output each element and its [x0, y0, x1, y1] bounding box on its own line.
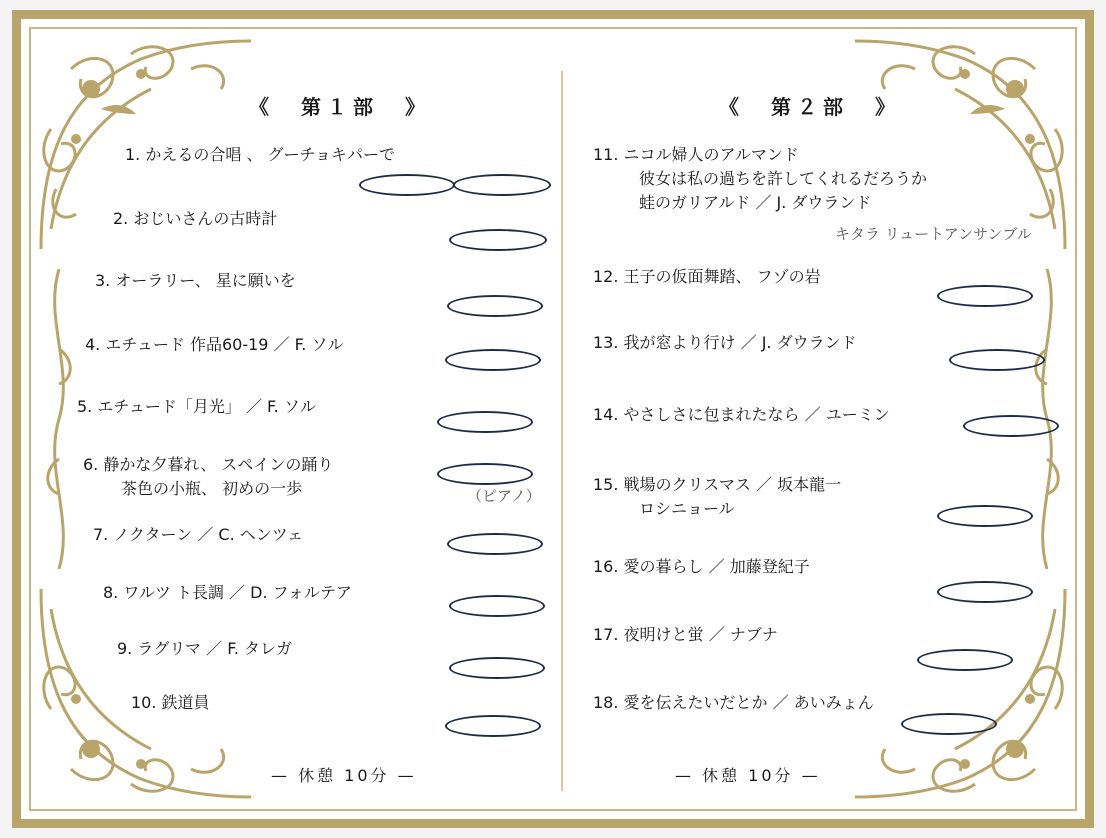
program-item: 10. 鉄道員 [131, 693, 210, 712]
program-item: 6. 静かな夕暮れ、 スペインの踊り 茶色の小瓶、 初めの一歩 [83, 455, 334, 498]
program-item: 17. 夜明けと蛍 ／ ナブナ [593, 625, 778, 644]
program-item: 4. エチュード 作品60-19 ／ F. ソル [85, 335, 344, 354]
part2-heading: 《 第２部 》 [719, 95, 901, 119]
program-item: 14. やさしさに包まれたなら ／ ユーミン [593, 405, 890, 424]
intermission-label: — 休憩 10分 — [271, 766, 417, 785]
redaction-oval [437, 411, 533, 433]
program-item: 12. 王子の仮面舞踏、 フゾの岩 [593, 267, 821, 286]
intermission-label: — 休憩 10分 — [675, 766, 821, 785]
side-ornament-icon [39, 269, 79, 569]
program-item: 8. ワルツ ト長調 ／ D. フォルテア [103, 583, 352, 602]
redaction-oval [449, 595, 545, 617]
redaction-oval [937, 505, 1033, 527]
program-item: 2. おじいさんの古時計 [113, 209, 278, 228]
redaction-oval [447, 295, 543, 317]
redaction-oval [445, 349, 541, 371]
redaction-oval [937, 581, 1033, 603]
piano-note: （ピアノ） [467, 487, 541, 505]
program-item: 9. ラグリマ ／ F. タレガ [117, 639, 293, 658]
corner-ornament-icon [845, 579, 1075, 809]
redaction-oval [449, 657, 545, 679]
redaction-oval [359, 174, 455, 196]
program-page [12, 10, 1094, 828]
redaction-oval [449, 229, 547, 251]
part1-heading: 《 第１部 》 [249, 95, 431, 119]
program-item: 11. ニコル婦人のアルマンド 彼女は私の過ちを許してくれるだろうか 蛙のガリアルド ／ J. ダウランド [593, 145, 928, 212]
ensemble-name: キタラ リュートアンサンブル [835, 225, 1032, 243]
program-item: 5. エチュード「月光」 ／ F. ソル [77, 397, 316, 416]
redaction-oval [949, 349, 1045, 371]
program-item: 18. 愛を伝えたいだとか ／ あいみょん [593, 693, 874, 712]
program-item: 13. 我が窓より行け ／ J. ダウランド [593, 333, 857, 352]
program-item: 16. 愛の暮らし ／ 加藤登紀子 [593, 557, 810, 576]
program-item: 15. 戦場のクリスマス ／ 坂本龍一 ロシニョール [593, 475, 842, 518]
redaction-oval [445, 715, 541, 737]
redaction-oval [963, 415, 1059, 437]
redaction-oval [937, 285, 1033, 307]
redaction-oval [437, 463, 533, 485]
redaction-oval [447, 533, 543, 555]
program-item: 7. ノクターン ／ C. ヘンツェ [93, 525, 304, 544]
column-divider [561, 71, 563, 791]
program-item: 1. かえるの合唱 、 グーチョキパーで [125, 145, 396, 164]
redaction-oval [453, 174, 551, 196]
redaction-oval [917, 649, 1013, 671]
redaction-oval [901, 713, 997, 735]
program-item: 3. オーラリー、 星に願いを [95, 271, 296, 290]
